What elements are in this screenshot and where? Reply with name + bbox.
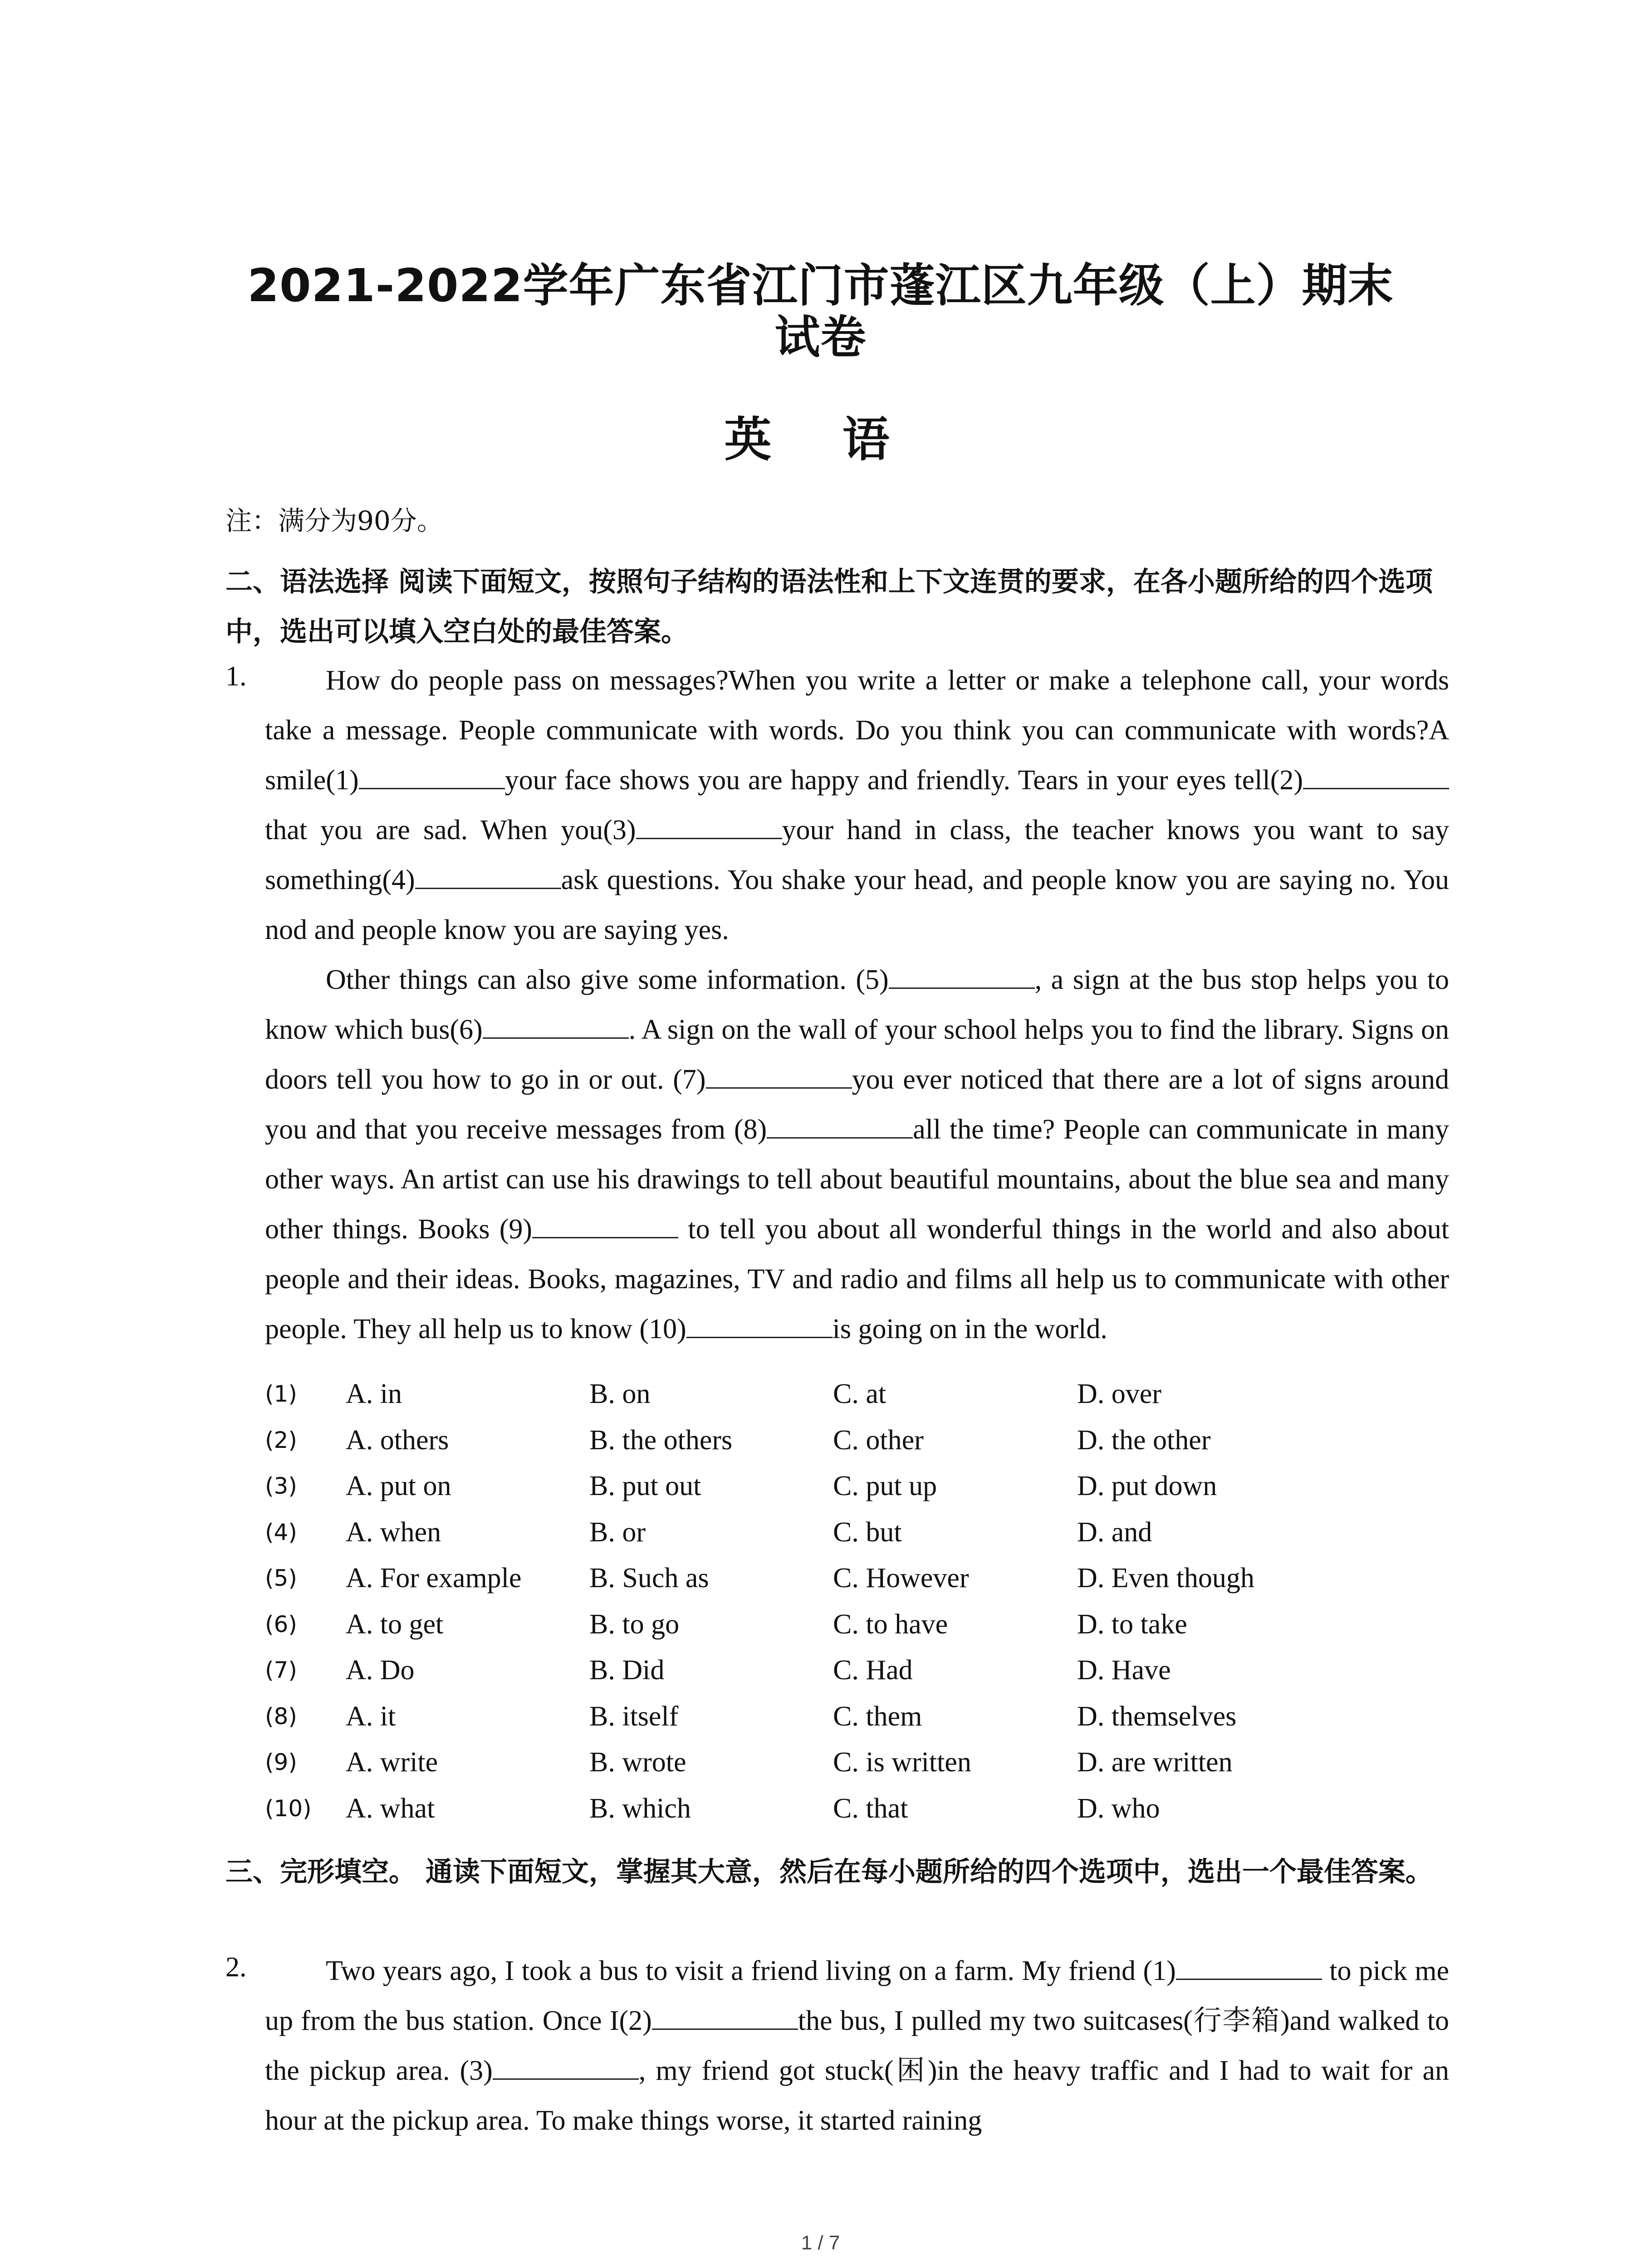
passage-paragraph bbox=[265, 955, 1449, 1354]
option-row bbox=[265, 1608, 1449, 1655]
passage-paragraph bbox=[265, 1946, 1449, 2146]
blank-line bbox=[483, 1012, 629, 1039]
option-row bbox=[265, 1470, 1449, 1516]
option-d: D. over bbox=[1077, 1378, 1161, 1409]
option-a: A. For example bbox=[346, 1563, 522, 1593]
passage-text: Two years ago, I took a bus to visit a friend living on a farm. My friend (1) bbox=[326, 1955, 1176, 1986]
passage-text: you ever noticed that there are a lot of signs around you and that you receive messages from (8) bbox=[265, 1064, 1449, 1145]
question-2-passage bbox=[265, 1946, 1449, 2146]
option-number: (6) bbox=[265, 1611, 297, 1637]
option-b: B. or bbox=[589, 1516, 646, 1548]
option-c: C. Had bbox=[833, 1655, 913, 1686]
question-2-number: 2. bbox=[225, 1952, 247, 1983]
document-title-line-1: 2021-2022学年广东省江门市蓬江区九年级（上）期末 bbox=[247, 259, 1394, 312]
option-c: C. but bbox=[833, 1516, 902, 1548]
blank-line bbox=[652, 2003, 798, 2030]
option-row bbox=[265, 1654, 1449, 1701]
option-a: A. write bbox=[346, 1747, 438, 1778]
option-b: B. Such as bbox=[589, 1563, 709, 1593]
option-number: (8) bbox=[265, 1703, 297, 1730]
blank-line bbox=[359, 763, 505, 789]
blank-line bbox=[1176, 1953, 1322, 1980]
option-c: C. them bbox=[833, 1701, 922, 1732]
option-d: D. the other bbox=[1077, 1424, 1211, 1456]
option-d: D. who bbox=[1077, 1793, 1160, 1824]
blank-line bbox=[706, 1062, 852, 1089]
option-b: B. wrote bbox=[589, 1747, 686, 1778]
option-row bbox=[265, 1378, 1449, 1424]
passage-text: How do people pass on messages?When you write a letter or make a telephone call, your words take a message. People communicate with words. Do you think you can communicate with words?A smile(1) bbox=[265, 665, 1449, 796]
question-1-number: 1. bbox=[225, 661, 247, 692]
question-1-passage bbox=[265, 655, 1449, 1354]
passage-text: the bus, I pulled my two suitcases(行李箱)and walked to the pickup area. (3) bbox=[265, 2005, 1449, 2086]
blank-line bbox=[636, 812, 782, 839]
option-number: (4) bbox=[265, 1519, 297, 1545]
option-number: (7) bbox=[265, 1657, 297, 1683]
blank-line bbox=[532, 1212, 678, 1238]
option-b: B. put out bbox=[589, 1471, 701, 1501]
option-a: A. to get bbox=[346, 1608, 444, 1640]
question-1-options bbox=[265, 1378, 1449, 1838]
option-a: A. put on bbox=[346, 1471, 451, 1501]
blank-line bbox=[686, 1311, 833, 1338]
blank-line bbox=[767, 1112, 913, 1139]
option-b: B. the others bbox=[589, 1424, 733, 1456]
option-row bbox=[265, 1793, 1449, 1839]
option-d: D. are written bbox=[1077, 1747, 1233, 1778]
option-a: A. it bbox=[346, 1701, 396, 1732]
passage-text: your hand in class, the teacher knows you want to say something(4) bbox=[265, 815, 1449, 895]
option-d: D. Even though bbox=[1077, 1563, 1254, 1593]
option-b: B. on bbox=[589, 1378, 651, 1409]
blank-line bbox=[889, 962, 1035, 989]
option-row bbox=[265, 1562, 1449, 1608]
option-number: (10) bbox=[265, 1795, 312, 1822]
passage-text: that you are sad. When you(3) bbox=[265, 815, 636, 846]
passage-text: all the time? People can communicate in many other ways. An artist can use his drawings to tell about beautiful mountains, about the blue sea and many other things. Books (9) bbox=[265, 1114, 1449, 1245]
option-number: (3) bbox=[265, 1473, 297, 1499]
option-a: A. others bbox=[346, 1424, 449, 1456]
option-c: C. put up bbox=[833, 1471, 937, 1501]
passage-text: ask questions. You shake your head, and people know you are saying no. You nod and people know you are saying yes. bbox=[265, 865, 1449, 945]
option-d: D. and bbox=[1077, 1516, 1152, 1548]
option-d: D. to take bbox=[1077, 1608, 1187, 1640]
passage-text: . A sign on the wall of your school helps you to find the library. Signs on doors tell you how to go in or out. (7) bbox=[265, 1014, 1449, 1095]
option-b: B. itself bbox=[589, 1701, 679, 1732]
option-c: C. to have bbox=[833, 1608, 948, 1640]
section-2-heading: 二、语法选择 阅读下面短文，按照句子结构的语法性和上下文连贯的要求，在各小题所给的四个选项中，选出可以填入空白处的最佳答案。 bbox=[225, 566, 1433, 648]
blank-line bbox=[493, 2053, 639, 2080]
option-c: C. However bbox=[833, 1563, 969, 1593]
option-a: A. Do bbox=[346, 1655, 415, 1686]
option-a: A. when bbox=[346, 1516, 441, 1548]
option-a: A. what bbox=[346, 1793, 435, 1824]
option-row bbox=[265, 1424, 1449, 1471]
passage-text: , my friend got stuck(困)in the heavy traffic and I had to wait for an hour at the pickup area. To make things worse, it started raining bbox=[265, 2055, 1449, 2136]
option-b: B. Did bbox=[589, 1655, 665, 1686]
option-row bbox=[265, 1746, 1449, 1793]
blank-line bbox=[1303, 763, 1449, 789]
passage-text: Other things can also give some information. (5) bbox=[326, 964, 889, 995]
option-row bbox=[265, 1701, 1449, 1747]
passage-text: to pick me up from the bus station. Once I(2) bbox=[265, 1955, 1449, 2036]
option-b: B. to go bbox=[589, 1608, 680, 1640]
option-row bbox=[265, 1516, 1449, 1563]
option-number: (1) bbox=[265, 1381, 297, 1407]
option-d: D. Have bbox=[1077, 1655, 1171, 1686]
option-c: C. other bbox=[833, 1424, 924, 1456]
option-number: (2) bbox=[265, 1427, 297, 1453]
option-d: D. themselves bbox=[1077, 1701, 1237, 1732]
passage-paragraph bbox=[265, 655, 1449, 955]
option-number: (5) bbox=[265, 1565, 297, 1591]
passage-text: to tell you about all wonderful things in the world and also about people and their ideas. Books, magazines, TV and radio and films all help us to communicate with other people. They all help us to know (10) bbox=[265, 1214, 1450, 1344]
passage-text: , a sign at the bus stop helps you to know which bus(6) bbox=[265, 964, 1449, 1045]
option-a: A. in bbox=[346, 1378, 402, 1409]
subject-heading: 英 语 bbox=[724, 411, 917, 467]
option-c: C. is written bbox=[833, 1747, 971, 1778]
blank-line bbox=[415, 862, 561, 889]
page-number: 1 / 7 bbox=[801, 2232, 840, 2254]
score-note: 注：满分为90分。 bbox=[225, 505, 443, 536]
option-number: (9) bbox=[265, 1749, 297, 1775]
section-3-heading: 三、完形填空。 通读下面短文，掌握其大意，然后在每小题所给的四个选项中，选出一个最佳答案。 bbox=[225, 1856, 1433, 1888]
passage-text: is going on in the world. bbox=[832, 1314, 1107, 1344]
option-d: D. put down bbox=[1077, 1471, 1217, 1501]
option-c: C. at bbox=[833, 1378, 887, 1409]
option-b: B. which bbox=[589, 1793, 691, 1824]
document-title-line-2: 试卷 bbox=[774, 311, 867, 364]
passage-text: your face shows you are happy and friendly. Tears in your eyes tell(2) bbox=[505, 765, 1303, 796]
option-c: C. that bbox=[833, 1793, 908, 1824]
